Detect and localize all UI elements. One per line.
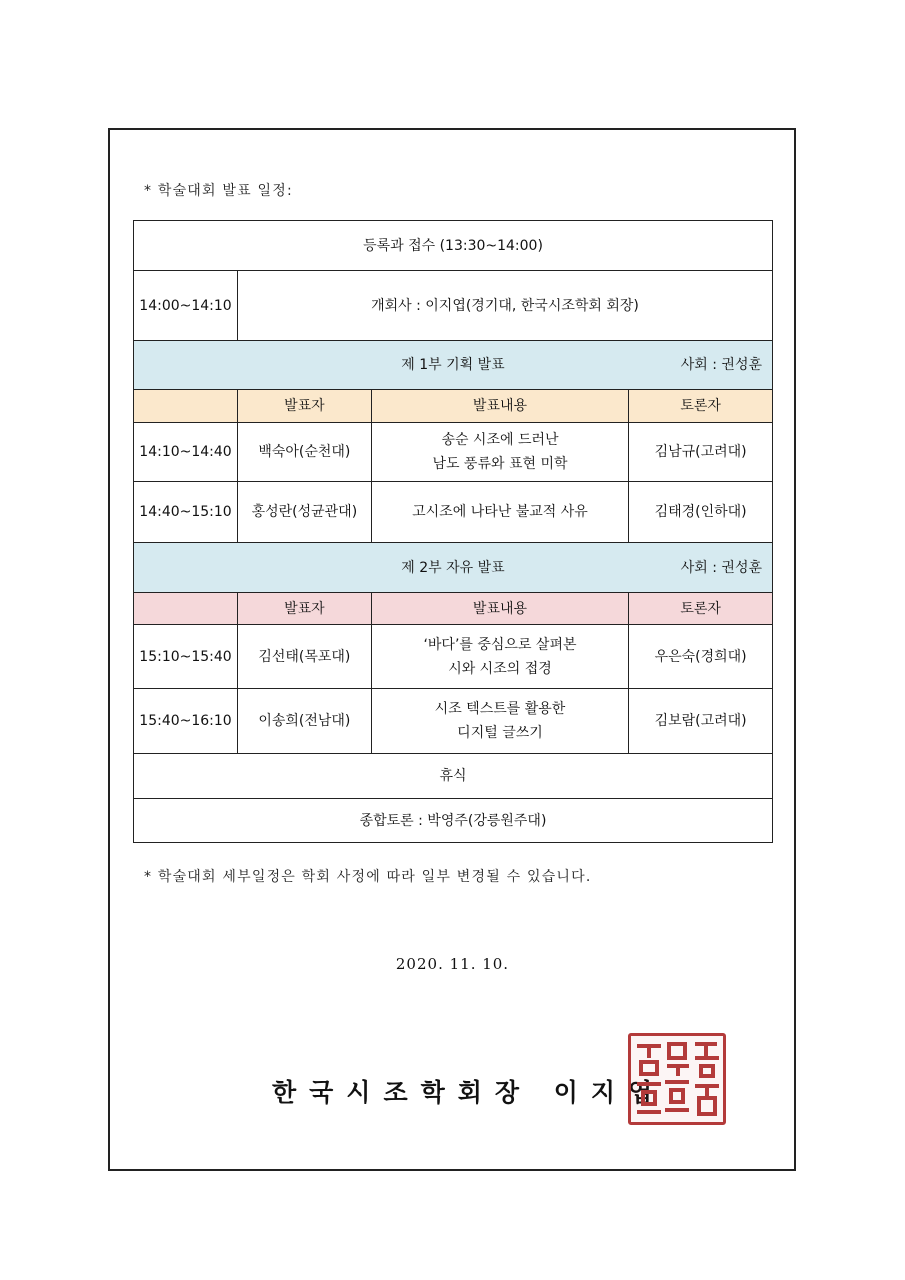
schedule-title: * 학술대회 발표 일정: bbox=[144, 183, 293, 199]
row-discussant: 김태경(인하대) bbox=[629, 482, 773, 543]
part1-header-presenter: 발표자 bbox=[237, 390, 371, 423]
part2-title: 제 2부 자유 발표 bbox=[401, 559, 505, 576]
row-content bbox=[371, 689, 629, 754]
registration-cell: 등록과 접수 (13:30~14:00) bbox=[134, 221, 773, 271]
row-content-line2: 시와 시조의 접경 bbox=[448, 660, 552, 677]
document-date: 2020. 11. 10. bbox=[395, 955, 510, 973]
part1-header-discussant: 토론자 bbox=[629, 390, 773, 423]
part2-header-discussant: 토론자 bbox=[629, 593, 773, 625]
part1-header-content: 발표내용 bbox=[371, 390, 629, 423]
row-content-line1: 시조 텍스트를 활용한 bbox=[434, 701, 566, 717]
break-cell: 휴식 bbox=[134, 754, 773, 799]
part2-section-cell bbox=[134, 543, 773, 593]
seal-graphic bbox=[631, 1036, 723, 1122]
row-time: 14:40~15:10 bbox=[134, 482, 238, 543]
row-content-line1: 송순 시조에 드러난 bbox=[441, 432, 559, 448]
row-discussant: 우은숙(경희대) bbox=[629, 625, 773, 689]
part2-header-row bbox=[134, 593, 773, 625]
row-content bbox=[371, 423, 629, 482]
opening-text: 개회사 : 이지엽(경기대, 한국시조학회 회장) bbox=[237, 271, 772, 341]
table-row bbox=[134, 689, 773, 754]
row-time: 14:10~14:40 bbox=[134, 423, 238, 482]
general-discussion-cell: 종합토론 : 박영주(강릉원주대) bbox=[134, 799, 773, 843]
part2-header-time bbox=[134, 593, 238, 625]
official-seal-icon bbox=[628, 1033, 726, 1125]
general-discussion-row bbox=[134, 799, 773, 843]
row-presenter: 이송희(전남대) bbox=[237, 689, 371, 754]
part1-host: 사회 : 권성훈 bbox=[680, 357, 762, 373]
part1-section-cell bbox=[134, 341, 773, 390]
row-content-line1: ‘바다’를 중심으로 살펴본 bbox=[423, 636, 577, 653]
row-content bbox=[371, 625, 629, 689]
opening-time: 14:00~14:10 bbox=[134, 271, 238, 341]
row-content-line2: 디지털 글쓰기 bbox=[457, 725, 543, 741]
row-time: 15:40~16:10 bbox=[134, 689, 238, 754]
table-row bbox=[134, 482, 773, 543]
row-discussant: 김남규(고려대) bbox=[629, 423, 773, 482]
row-presenter: 백숙아(순천대) bbox=[237, 423, 371, 482]
break-row bbox=[134, 754, 773, 799]
opening-row bbox=[134, 271, 773, 341]
part1-header-row bbox=[134, 390, 773, 423]
row-presenter: 홍성란(성균관대) bbox=[237, 482, 371, 543]
part2-section-row bbox=[134, 543, 773, 593]
part2-host: 사회 : 권성훈 bbox=[680, 559, 762, 576]
table-row bbox=[134, 625, 773, 689]
change-notice: * 학술대회 세부일정은 학회 사정에 따라 일부 변경될 수 있습니다. bbox=[144, 869, 592, 885]
part2-header-presenter: 발표자 bbox=[237, 593, 371, 625]
row-content-line2: 남도 풍류와 표현 미학 bbox=[432, 456, 568, 472]
schedule-table bbox=[133, 220, 773, 843]
part2-header-content: 발표내용 bbox=[371, 593, 629, 625]
row-presenter: 김선태(목포대) bbox=[237, 625, 371, 689]
part1-section-row bbox=[134, 341, 773, 390]
part1-header-time bbox=[134, 390, 238, 423]
table-row bbox=[134, 423, 773, 482]
part1-title: 제 1부 기획 발표 bbox=[401, 357, 505, 373]
row-discussant: 김보람(고려대) bbox=[629, 689, 773, 754]
registration-row bbox=[134, 221, 773, 271]
row-time: 15:10~15:40 bbox=[134, 625, 238, 689]
signature: 한국시조학회장 이지엽 bbox=[272, 1078, 666, 1107]
row-content: 고시조에 나타난 불교적 사유 bbox=[371, 482, 629, 543]
